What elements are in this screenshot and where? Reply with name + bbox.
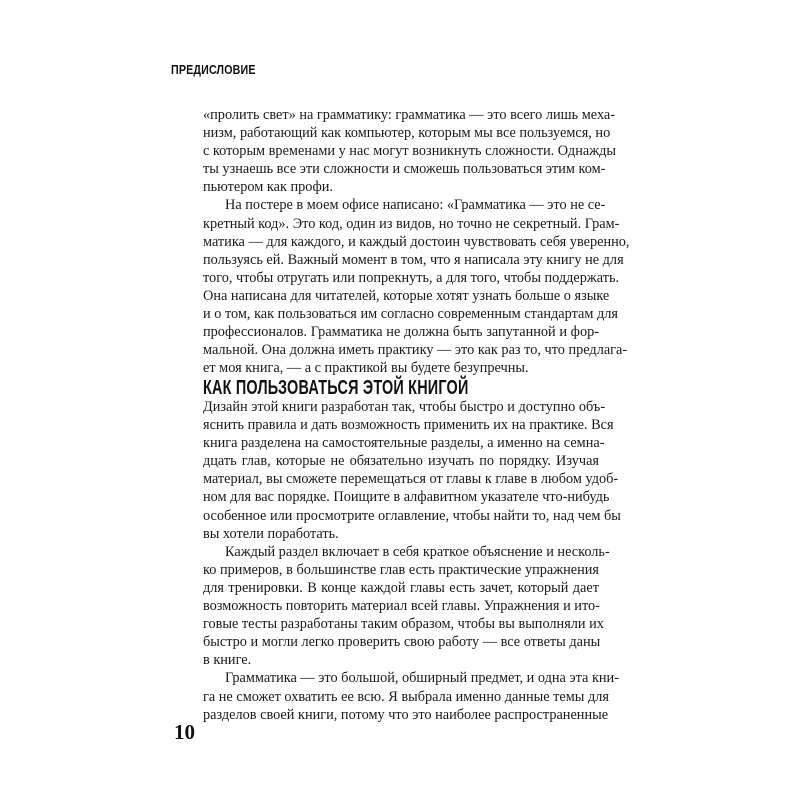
text-line: и о том, как пользоваться им согласно современным стандартам для — [203, 306, 618, 323]
text-line: для тренировки. В конце каждой главы есть зачет, который дает — [203, 579, 599, 596]
text-line: га не сможет охватить ее всю. Я выбрала именно данные темы для — [203, 688, 609, 705]
text-line: низм, работающий как компьютер, которым мы все пользуемся, но — [203, 125, 611, 142]
text-line: говые тесты разработаны таким образом, чтобы вы выполняли их — [203, 616, 604, 633]
text-line: пьютером как профи. — [203, 179, 333, 196]
text-line: того, чтобы отругать или попрекнуть, а для того, чтобы поддержать. — [203, 269, 620, 286]
text-line: быстро и могли легко проверить свою работу — все ответы даны — [203, 634, 601, 651]
text-line: профессионалов. Грамматика не должна быть запутанной и фор- — [203, 324, 599, 341]
running-head: ПРЕДИСЛОВИЕ — [171, 62, 256, 77]
text-line: пользуясь ей. Важный момент в том, что я написала эту книгу не для — [203, 251, 624, 268]
text-block-preface — [203, 106, 630, 377]
text-line: яснить правила и дать возможность применить их на практике. Вся — [203, 417, 614, 434]
text-line: с которым временами у нас могут возникнуть сложности. Однажды — [203, 143, 616, 160]
text-line: ты узнаешь все эти сложности и сможешь пользоваться этим ком- — [203, 161, 606, 178]
text-line: На постере в моем офисе написано: «Грамматика — это не се- — [225, 197, 606, 214]
text-line: Грамматика — это большой, обширный предмет, и одна эта кни- — [225, 670, 619, 687]
text-block-how-to-use — [203, 398, 621, 724]
text-line: «пролить свет» на грамматику: грамматика — это всего лишь меха- — [203, 107, 616, 123]
text-line: ко примеров, в большинстве глав есть практические упражнения — [203, 561, 599, 578]
text-line: материал, вы сможете перемещаться от главы к главе в любом удоб- — [203, 471, 619, 488]
section-heading: КАК ПОЛЬЗОВАТЬСЯ ЭТОЙ КНИГОЙ — [203, 377, 469, 399]
text-line: книга разделена на самостоятельные разделы, а именно на семна- — [203, 435, 605, 452]
text-line: Она написана для читателей, которые хотят узнать больше о языке — [203, 287, 610, 304]
text-line: особенное или просмотрите оглавление, чтобы найти то, над чем бы — [203, 507, 621, 524]
text-line: в книге. — [203, 652, 252, 669]
text-line: дцать глав, которые не обязательно изучать по порядку. Изучая — [203, 453, 599, 470]
text-line: ет моя книга, — а с практикой вы будете безупречны. — [203, 360, 529, 377]
text-line: Каждый раздел включает в себя краткое объяснение и несколь- — [225, 543, 610, 560]
page-number: 10 — [174, 720, 195, 744]
text-line: разделов своей книги, потому что это наиболее распространенные — [203, 706, 609, 723]
text-line: ном для вас порядке. Поищите в алфавитном указателе что-нибудь — [203, 489, 610, 506]
text-line: Дизайн этой книги разработан так, чтобы быстро и доступно объ- — [203, 399, 606, 415]
text-line: матика — для каждого, и каждый достоин чувствовать себя уверенно, — [203, 233, 630, 250]
text-line: возможность повторить материал всей главы. Упражнения и ито- — [203, 598, 600, 615]
text-line: мальной. Она должна иметь практику — это как раз то, что предлага- — [203, 342, 628, 359]
text-line: вы хотели поработать. — [203, 525, 339, 542]
text-line: кретный код». Это код, один из видов, но точно не секретный. Грам- — [203, 215, 620, 232]
